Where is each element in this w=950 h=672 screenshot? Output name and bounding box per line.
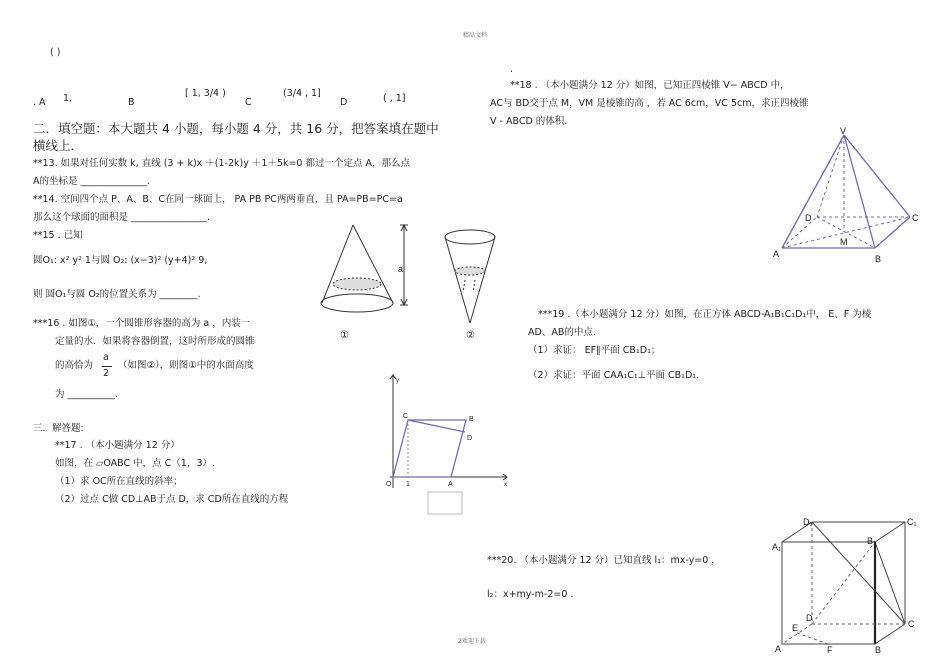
answer-paren: ( ) bbox=[50, 47, 61, 58]
q16-line1: ***16 . 如图①，一个圆锥形容器的高为 a ，内装一 bbox=[33, 318, 251, 329]
q15-question: 则 圆O₁与圆 O₂的位置关系为 ________. bbox=[33, 289, 201, 300]
q16-line3b: （如图②），则图①中的水面高度 bbox=[118, 360, 254, 371]
option-b-label: B bbox=[128, 97, 135, 108]
cone-inverted bbox=[445, 230, 495, 323]
cone1-caption: ① bbox=[340, 330, 349, 341]
section2-heading-cont: 横线上． bbox=[33, 138, 84, 153]
q17-heading: **17 . （本小题满分 12 分） bbox=[55, 440, 180, 451]
origin-label: O bbox=[386, 481, 392, 488]
q20-line1: ***20. （本小题满分 12 分）已知直线 l₁：mx-y=0 ， bbox=[487, 555, 721, 566]
q16-fraction-den: 2 bbox=[103, 368, 110, 379]
header-note: 精品文档 bbox=[463, 32, 488, 39]
cone-height-label: a bbox=[398, 264, 404, 274]
q19-sub1: （1）求证： EF∥平面 CB₁D₁； bbox=[528, 345, 661, 356]
q19-line2: AD、AB的中点. bbox=[528, 327, 596, 338]
option-c-label: C bbox=[245, 97, 252, 108]
point-b-label: B bbox=[469, 416, 474, 423]
footer-note: 2欢迎下载 bbox=[458, 638, 486, 645]
option-a-value: 1, bbox=[63, 93, 73, 104]
q18-line3: V - ABCD 的体积. bbox=[490, 116, 568, 127]
pyramid-v-label: V bbox=[840, 126, 847, 136]
option-a-label: . A bbox=[33, 97, 46, 108]
cube-f-label: F bbox=[827, 645, 833, 655]
cube-figure bbox=[770, 512, 940, 657]
cube-b-label: B bbox=[875, 645, 882, 655]
q13-line2: A的坐标是 ______________. bbox=[33, 176, 151, 187]
q16-line3a: 的高恰为 bbox=[55, 360, 94, 371]
section2-heading: 二．填空题：本大题共 4 小题，每小题 4 分，共 16 分，把答案填在题中 bbox=[33, 121, 439, 136]
pyramid-d-label: D bbox=[805, 213, 812, 223]
q14-line2: 那么这个球面的面积是 ________________. bbox=[33, 212, 211, 223]
x-axis-label: x bbox=[504, 482, 507, 488]
cube-c1-label: C₁ bbox=[907, 517, 917, 527]
q16-line4: 为 __________. bbox=[55, 389, 119, 400]
option-c-interval: [ 1, 3/4 ) bbox=[185, 88, 226, 99]
q16-line2: 定量的水．如果将容器倒置，这时所形成的圆锥 bbox=[55, 336, 255, 347]
q18-line1: **18 . （本小题满分 12 分）如图，已知正四棱锥 V− ABCD 中， bbox=[510, 80, 790, 91]
option-d-label: D bbox=[340, 97, 348, 108]
point-a-label: A bbox=[448, 481, 453, 488]
pyramid-c-label: C bbox=[912, 213, 919, 223]
pyramid-hidden-edges bbox=[782, 135, 910, 248]
cube-solid-edges bbox=[782, 522, 905, 644]
cube-a1-label: A₁ bbox=[772, 542, 782, 552]
point-d-label: D bbox=[467, 435, 473, 442]
cone2-caption: ② bbox=[466, 330, 475, 341]
option-d-interval: (3/4 , 1] bbox=[283, 88, 321, 99]
point-c-label: C bbox=[403, 413, 409, 420]
q14-line1: **14. 空间四个点 P、A、B、C在同一球面上， PA PB PC两两垂直，且 PA=PB=PC=a bbox=[33, 194, 403, 205]
option-e-interval: ( , 1] bbox=[383, 93, 406, 104]
q15-circle-eq: 圆O₁: x² y² 1与圆 O₂: (x−3)² (y+4)² 9, bbox=[33, 255, 208, 266]
parallelogram-oabc bbox=[393, 420, 466, 477]
cube-b1-label: B₁ bbox=[867, 536, 877, 546]
q19-line1: ***19 .（本小题满分 12 分）如图，在正方体 ABCD-A₁B₁C₁D₁中， E、F 为棱 bbox=[538, 309, 872, 320]
cube-c-label: C bbox=[908, 619, 915, 629]
blank-box bbox=[428, 492, 462, 514]
q16-fraction-bar bbox=[102, 366, 112, 367]
q19-sub2: （2）求证：平面 CAA₁C₁⊥平面 CB₁D₁. bbox=[528, 370, 700, 381]
pyramid-b-label: B bbox=[875, 254, 882, 264]
tick-one-label: 1 bbox=[406, 481, 410, 488]
q18-line2: AC与 BD交于点 M，VM 是棱锥的高 ，若 AC 6cm，VC 5cm，求正四棱锥 bbox=[490, 98, 809, 109]
pyramid-m-label: M bbox=[840, 237, 848, 247]
q17-line1: 如图，在 ▱OABC 中，点 C（1，3）. bbox=[55, 458, 215, 469]
cone-upright bbox=[321, 225, 408, 312]
y-axis-label: y bbox=[396, 378, 399, 384]
q13-line1: **13. 如果对任何实数 k, 直线 (3 + k)x ＋(1-2k)y ＋1＋5k=0 都过一个定点 A，那么点 bbox=[33, 158, 411, 169]
stray-dot: . bbox=[510, 64, 514, 75]
cone-figures bbox=[310, 220, 510, 345]
section3-heading: 三．解答题: bbox=[33, 423, 84, 434]
cube-d-label: D bbox=[806, 613, 813, 623]
cube-e-label: E bbox=[792, 623, 799, 633]
cube-d1-label: D₁ bbox=[803, 517, 813, 527]
cube-hidden-edges bbox=[782, 522, 905, 644]
q17-sub1: （1）求 OC所在直线的斜率； bbox=[55, 476, 183, 487]
pyramid-a-label: A bbox=[773, 249, 780, 259]
pyramid-figure bbox=[770, 125, 920, 265]
q16-fraction-num: a bbox=[103, 352, 109, 363]
q15-line1: **15 . 已知 bbox=[33, 230, 83, 241]
cube-a-label: A bbox=[775, 644, 782, 654]
parallelogram-figure bbox=[370, 370, 520, 515]
q20-line2: l₂：x+my-m-2=0 . bbox=[487, 589, 574, 600]
q17-sub2: （2）过点 C做 CD⊥AB于点 D，求 CD所在直线的方程 bbox=[55, 494, 289, 505]
